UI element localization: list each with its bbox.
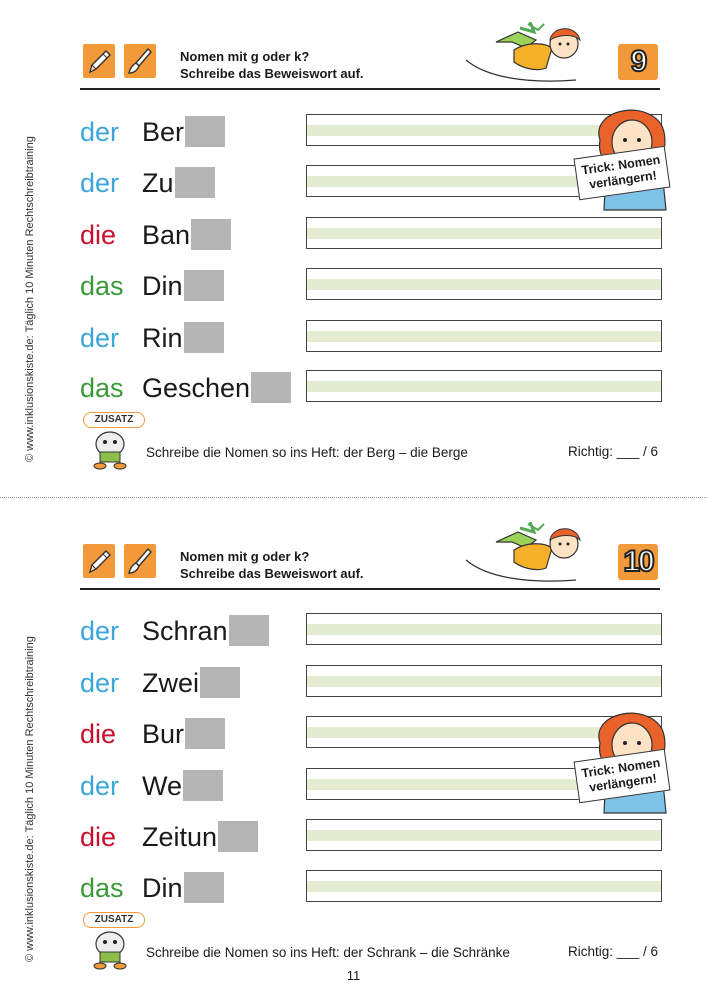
exercise-row-5 [0,320,707,360]
word-stem: Zu [142,165,215,201]
answer-line[interactable] [306,665,662,697]
instruction-line-2: Schreibe das Beweiswort auf. [180,66,364,81]
article: die [80,822,117,852]
article: der [80,168,120,198]
exercise-row-6 [0,870,707,910]
exercise-section-10 [0,500,707,980]
missing-letter-box [184,322,224,353]
additional-task: Schreibe die Nomen so ins Heft: der Schrank – die Schränke [146,945,510,960]
word-stem: Rin [142,320,224,356]
word-stem: Bur [142,716,225,752]
exercise-number-badge: 10 [618,544,658,580]
instructions [180,548,364,582]
monster-mascot-icon [86,928,134,970]
copyright-bottom: © www.inklusionskiste.de: Täglich 10 Minuten Rechtschreibtraining [24,636,36,962]
section-divider [0,497,707,498]
paintbrush-icon [124,544,156,578]
missing-letter-box [229,615,269,646]
article: der [80,668,120,698]
sliding-child-illustration [456,522,606,588]
score-field: Richtig: ___ / 6 [568,944,659,959]
word-stem: Geschen [142,370,291,406]
article: das [80,873,124,903]
trick-sign: Trick: Nomen verlängern! [574,749,671,803]
missing-letter-box [183,770,223,801]
article: die [80,719,117,749]
score-field: Richtig: ___ / 6 [568,444,659,459]
article: das [80,271,124,301]
instructions [180,48,364,82]
answer-line[interactable] [306,870,662,902]
word-stem: We [142,768,223,804]
article: der [80,323,120,353]
missing-letter-box [185,718,225,749]
zusatz-badge: ZUSATZ [83,912,145,928]
exercise-row-1 [0,613,707,653]
word-stem: Din [142,870,224,906]
article: der [80,117,120,147]
article: das [80,373,124,403]
word-stem: Zwei [142,665,240,701]
article: die [80,220,117,250]
exercise-row-2 [0,665,707,705]
word-stem: Din [142,268,224,304]
missing-letter-box [184,872,224,903]
article: der [80,771,120,801]
missing-letter-box [184,270,224,301]
trick-sign: Trick: Nomen verlängern! [574,146,671,200]
answer-line[interactable] [306,819,662,851]
missing-letter-box [175,167,215,198]
word-stem: Ber [142,114,225,150]
page-number: 11 [346,968,361,983]
exercise-row-4 [0,268,707,308]
pencil-icon [83,544,115,578]
article: der [80,616,120,646]
sliding-child-illustration [456,22,606,88]
instruction-line-1: Nomen mit g oder k? [180,549,310,564]
zusatz-badge: ZUSATZ [83,412,145,428]
instruction-line-1: Nomen mit g oder k? [180,49,310,64]
answer-line[interactable] [306,320,662,352]
missing-letter-box [191,219,231,250]
answer-line[interactable] [306,268,662,300]
instruction-line-2: Schreibe das Beweiswort auf. [180,566,364,581]
word-stem: Zeitun [142,819,258,855]
exercise-section-9 [0,0,707,480]
answer-line[interactable] [306,613,662,645]
word-stem: Ban [142,217,231,253]
header-rule [80,588,660,590]
answer-line[interactable] [306,370,662,402]
pencil-icon [83,44,115,78]
trick-hint [576,703,686,823]
exercise-number-badge: 9 [618,44,658,80]
word-stem: Schran [142,613,269,649]
missing-letter-box [200,667,240,698]
exercise-row-5 [0,819,707,859]
additional-task: Schreibe die Nomen so ins Heft: der Berg – die Berge [146,445,468,460]
monster-mascot-icon [86,428,134,470]
exercise-row-6 [0,370,707,410]
answer-line[interactable] [306,217,662,249]
paintbrush-icon [124,44,156,78]
missing-letter-box [185,116,225,147]
header-rule [80,88,660,90]
exercise-row-3 [0,217,707,257]
copyright-top: © www.inklusionskiste.de: Täglich 10 Minuten Rechtschreibtraining [24,136,36,462]
missing-letter-box [218,821,258,852]
missing-letter-box [251,372,291,403]
trick-hint [576,100,686,220]
